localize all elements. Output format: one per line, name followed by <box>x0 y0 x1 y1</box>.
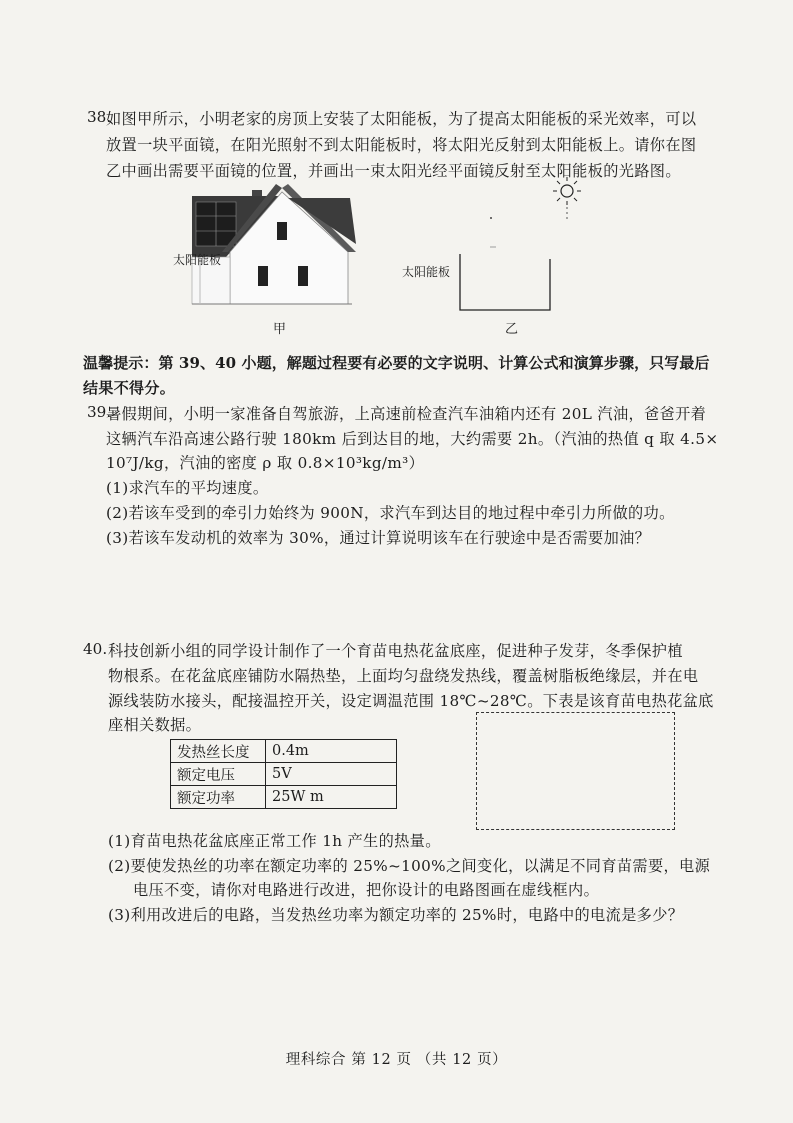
question-39-line-2: 这辆汽车沿高速公路行驶 180km 后到达目的地，大约需要 2h。（汽油的热值 q 取 4.5× <box>106 430 719 448</box>
question-39-sub-3: (3)若该车发动机的效率为 30%，通过计算说明该车在行驶途中是否需要加油？ <box>106 529 651 547</box>
tip-line-1: 温馨提示：第 39、40 小题，解题过程要有必要的文字说明、计算公式和演算步骤，只写最后 <box>83 354 710 372</box>
question-40-sub-3: (3)利用改进后的电路，当发热丝功率为额定功率的 25%时，电路中的电流是多少？ <box>108 906 684 924</box>
question-40-line-1: 科技创新小组的同学设计制作了一个育苗电热花盆底座，促进种子发芽，冬季保护植 <box>108 642 683 660</box>
table-cell-key: 发热丝长度 <box>171 740 266 763</box>
question-38-number: 38. <box>87 108 112 126</box>
circuit-drawing-box[interactable] <box>476 712 675 830</box>
table-cell-value: 5V <box>266 763 397 786</box>
house-figure <box>170 182 385 312</box>
question-38-line-2: 放置一块平面镜，在阳光照射不到太阳能板时，将太阳光反射到太阳能板上。请你在图 <box>106 136 697 154</box>
tip-line-2: 结果不得分。 <box>83 379 176 397</box>
question-39-line-3: 10⁷J/kg，汽油的密度 ρ 取 0.8×10³kg/m³） <box>106 454 425 472</box>
figure-yi-caption: 乙 <box>505 322 519 337</box>
question-40-sub-2: (2)要使发热丝的功率在额定功率的 25%~100%之间变化，以满足不同育苗需要，电源 <box>108 857 711 875</box>
question-40-sub-2-cont: 电压不变，请你对电路进行改进，把你设计的电路图画在虚线框内。 <box>133 881 600 899</box>
question-40-line-4: 座相关数据。 <box>108 716 202 734</box>
question-38-line-1: 如图甲所示，小明老家的房顶上安装了太阳能板，为了提高太阳能板的采光效率，可以 <box>106 110 697 128</box>
table-cell-key: 额定电压 <box>171 763 266 786</box>
figure-jia-panel-label: 太阳能板 <box>173 253 222 267</box>
table-cell-value: 0.4m <box>266 740 397 763</box>
figure-jia-caption: 甲 <box>273 322 287 337</box>
figure-yi-diagram <box>440 175 590 320</box>
question-39-line-1: 暑假期间，小明一家准备自驾旅游，上高速前检查汽车油箱内还有 20L 汽油，爸爸开着 <box>106 405 707 423</box>
figure-yi-panel-label: 太阳能板 <box>402 265 451 279</box>
question-39-sub-2: (2)若该车受到的牵引力始终为 900N，求汽车到达目的地过程中牵引力所做的功。 <box>106 504 675 522</box>
question-40-line-2: 物根系。在花盆底座铺防水隔热垫，上面均匀盘绕发热线，覆盖树脂板绝缘层，并在电 <box>108 667 699 685</box>
heater-data-table <box>170 739 397 809</box>
table-cell-value: 25W m <box>266 786 397 809</box>
sun-icon <box>553 177 581 205</box>
solar-panel <box>196 202 236 246</box>
question-39-number: 39. <box>87 403 112 421</box>
question-40-sub-1: (1)育苗电热花盆底座正常工作 1h 产生的热量。 <box>108 832 441 850</box>
question-40-line-3: 源线装防水接头，配接温控开关，设定调温范围 18℃~28℃。下表是该育苗电热花盆底 <box>108 692 714 710</box>
table-row <box>171 740 397 763</box>
table-row <box>171 763 397 786</box>
page-footer: 理科综合 第 12 页 （共 12 页） <box>285 1052 508 1068</box>
question-38-line-3: 乙中画出需要平面镜的位置，并画出一束太阳光经平面镜反射至太阳能板的光路图。 <box>106 162 681 180</box>
question-39-sub-1: (1)求汽车的平均速度。 <box>106 479 269 497</box>
table-cell-key: 额定功率 <box>171 786 266 809</box>
table-row <box>171 786 397 809</box>
question-40-number: 40. <box>83 640 108 658</box>
